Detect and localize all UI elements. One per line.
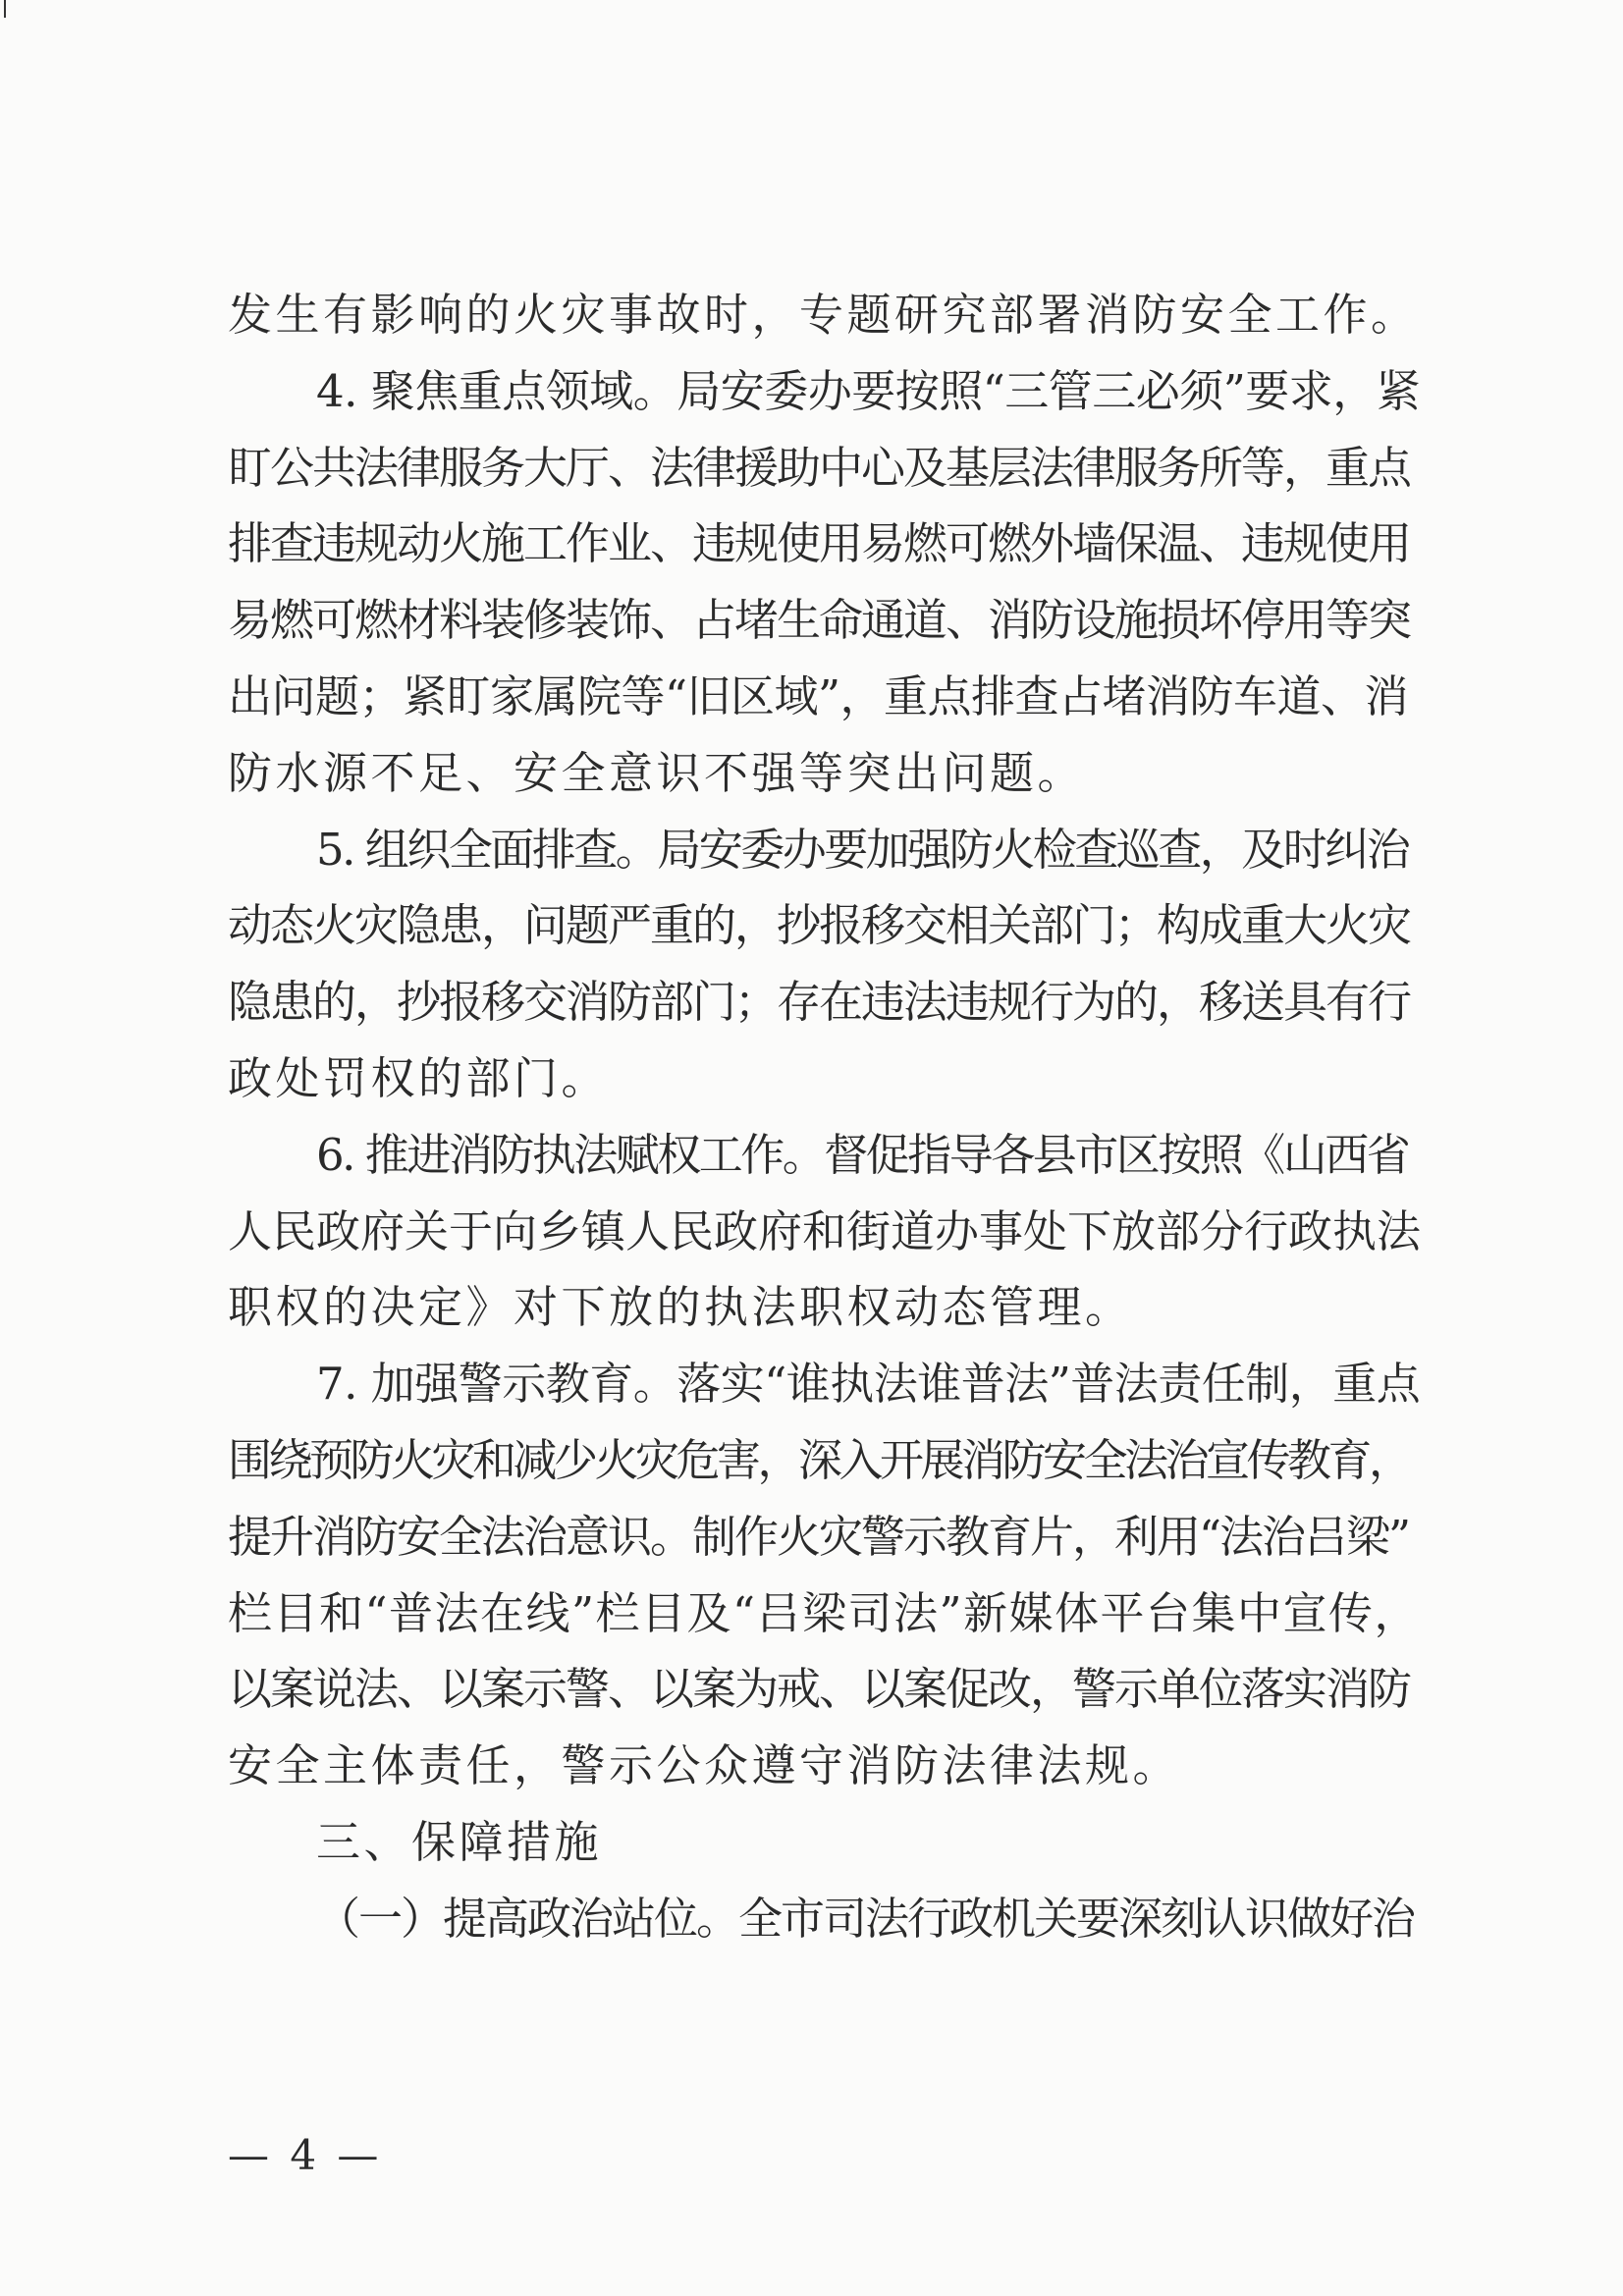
paragraph-line: 政处罚权的部门。 [228, 1051, 610, 1104]
paragraph-line: 7. 加强警示教育。落实“谁执法谁普法”普法责任制，重点 [316, 1358, 1421, 1411]
paragraph-line: 防水源不足、安全意识不强等突出问题。 [228, 746, 1086, 799]
paragraph-line: 5. 组织全面排查。局安委办要加强防火检查巡查，及时纠治 [316, 823, 1409, 876]
document-body [228, 277, 1421, 1957]
paragraph-line: 职权的决定》对下放的执法职权动态管理。 [228, 1281, 1133, 1334]
paragraph-line: 排查违规动火施工作业、违规使用易燃可燃外墙保温、违规使用 [228, 517, 1411, 570]
paragraph-line: 6. 推进消防执法赋权工作。督促指导各县市区按照《山西省 [316, 1128, 1409, 1181]
paragraph-line: 人民政府关于向乡镇人民政府和街道办事处下放部分行政执法 [228, 1204, 1422, 1257]
paragraph-line: 易燃可燃材料装修装饰、占堵生命通道、消防设施损坏停用等突 [228, 594, 1411, 647]
paragraph-line: （一）提高政治站位。全市司法行政机关要深刻认识做好治 [316, 1892, 1415, 1945]
section-heading: 三、保障措施 [316, 1815, 603, 1868]
paragraph-line: 盯公共法律服务大厅、法律援助中心及基层法律服务所等，重点 [228, 441, 1411, 494]
paragraph-line: 出问题；紧盯家属院等“旧区域”，重点排查占堵消防车道、消 [228, 669, 1409, 722]
page-number: — 4 — [228, 2131, 383, 2179]
paragraph-line: 4. 聚焦重点领域。局安委办要按照“三管三必须”要求，紧 [316, 364, 1421, 417]
paragraph-line: 安全主体责任，警示公众遵守消防法律法规。 [228, 1739, 1181, 1792]
scan-edge-mark [4, 0, 6, 18]
paragraph-line: 栏目和“普法在线”栏目及“吕梁司法”新媒体平台集中宣传， [228, 1586, 1421, 1639]
paragraph-line: 发生有影响的火灾事故时，专题研究部署消防安全工作。 [228, 289, 1419, 341]
paragraph-line: 提升消防安全法治意识。制作火灾警示教育片，利用“法治吕梁” [228, 1510, 1410, 1563]
paragraph-line: 隐患的，抄报移交消防部门；存在违法违规行为的，移送具有行 [228, 976, 1411, 1029]
paragraph-line: 以案说法、以案示警、以案为戒、以案促改，警示单位落实消防 [228, 1663, 1411, 1716]
paragraph-line: 围绕预防火灾和减少火灾危害，深入开展消防安全法治宣传教育， [228, 1433, 1410, 1486]
paragraph-line: 动态火灾隐患，问题严重的，抄报移交相关部门；构成重大火灾 [228, 899, 1411, 952]
